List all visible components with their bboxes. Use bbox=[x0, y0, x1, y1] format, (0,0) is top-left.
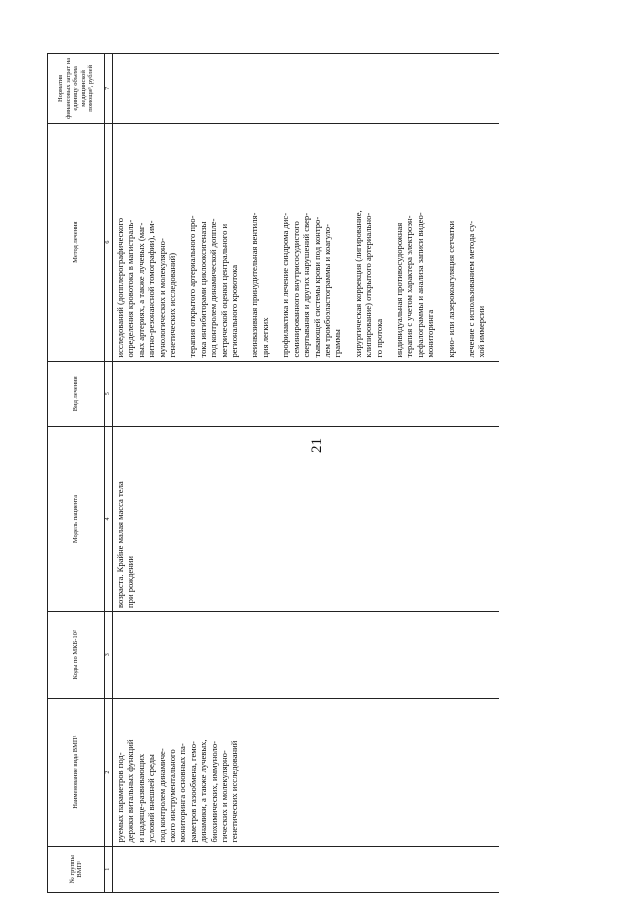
text-line: хой иммерсии bbox=[476, 305, 487, 358]
cell-treatment-type bbox=[113, 361, 499, 427]
text-line: биохимических, иммуноло- bbox=[208, 740, 219, 843]
table-row bbox=[113, 54, 499, 893]
cell-icd-codes bbox=[113, 611, 499, 698]
text-line: тока ингибиторами циклооксигеназы bbox=[197, 221, 208, 358]
text-line: свертывания и других нарушений свер- bbox=[301, 212, 312, 358]
column-number: 1 bbox=[105, 846, 113, 892]
cell-group-number bbox=[113, 846, 499, 892]
text-line: терапия с учетом характера электроэн- bbox=[404, 215, 415, 358]
header-vmp-name: Наименование вида ВМП¹ bbox=[48, 698, 105, 846]
text-line: лечение с использованием метода су- bbox=[465, 220, 476, 358]
column-number: 3 bbox=[105, 611, 113, 698]
method-item bbox=[280, 127, 342, 358]
text-line: терапия открытого артериального про- bbox=[187, 215, 198, 358]
text-line: тывающей системы крови под контро- bbox=[311, 216, 322, 358]
text-line: под контролем динамиче- bbox=[156, 748, 167, 843]
cell-treatment-method bbox=[113, 123, 499, 361]
header-treatment-type: Вид лечения bbox=[48, 361, 105, 427]
method-item bbox=[249, 127, 270, 358]
header-financial-norm: Норматив финансовых затрат на единицу объема медицинской помощи³, рублей bbox=[48, 54, 105, 124]
text-line: под контролем динамической доппле- bbox=[208, 218, 219, 358]
text-line: мониторинга основных па- bbox=[177, 743, 188, 843]
method-item bbox=[394, 127, 436, 358]
text-line: раметров газообмена, гемо- bbox=[187, 741, 198, 843]
method-item bbox=[353, 127, 384, 358]
method-item bbox=[115, 127, 177, 358]
text-line: гических и молекулярно- bbox=[219, 750, 230, 843]
header-group-number: № группы ВМП¹ bbox=[48, 846, 105, 892]
text-line: крио- или лазерокоагуляция сетчатки bbox=[445, 220, 456, 358]
table-header-row bbox=[48, 54, 105, 893]
column-number: 2 bbox=[105, 698, 113, 846]
header-patient-model: Модель пациента bbox=[48, 427, 105, 612]
text-line: граммы bbox=[332, 329, 343, 358]
text-line: го протока bbox=[373, 318, 384, 358]
text-line: лем тромбоэластограммы и коагуло- bbox=[321, 224, 332, 358]
text-line: и щадяще-развивающих bbox=[135, 753, 146, 843]
text-line: мониторинга bbox=[425, 309, 436, 358]
cell-vmp-name bbox=[113, 698, 499, 846]
text-line: условий внешней среды bbox=[146, 754, 157, 843]
header-treatment-method: Метод лечения bbox=[48, 123, 105, 361]
text-line: нитно-резонансной томографии), им- bbox=[146, 220, 157, 358]
method-item bbox=[187, 127, 239, 358]
column-number-row bbox=[105, 54, 113, 893]
text-line: цефалограммы и анализа записи видео- bbox=[414, 212, 425, 358]
text-line: возраста. Крайне малая масса тела bbox=[115, 481, 125, 608]
column-number: 6 bbox=[105, 123, 113, 361]
text-line: регионального кровотока bbox=[229, 264, 240, 358]
text-line: семинированного внутрисосудистого bbox=[290, 221, 301, 358]
text-line: клипирование) открытого артериально- bbox=[363, 212, 374, 358]
method-item bbox=[466, 127, 487, 358]
text-line: руемых параметров под- bbox=[115, 752, 125, 843]
text-line: генетических исследований bbox=[229, 740, 240, 843]
header-icd-codes: Коды по МКБ-10² bbox=[48, 611, 105, 698]
text-line: при рождении bbox=[125, 556, 136, 608]
text-line: профилактика и лечение синдрома дис- bbox=[280, 212, 291, 358]
cell-financial-norm bbox=[113, 54, 499, 124]
column-number: 4 bbox=[105, 427, 113, 612]
cell-patient-model bbox=[113, 427, 499, 612]
column-number: 7 bbox=[105, 54, 113, 124]
text-line: ция легких bbox=[259, 317, 270, 358]
text-line: ных артериях, а также лучевых (маг- bbox=[135, 222, 146, 358]
text-line: исследований (допплерографического bbox=[115, 217, 125, 358]
vmp-table bbox=[47, 53, 499, 893]
rotated-table-sheet bbox=[47, 53, 592, 893]
text-line: динамики, а также лучевых, bbox=[198, 739, 209, 843]
text-line: генетических исследований) bbox=[167, 252, 178, 358]
text-line: ского инструментального bbox=[167, 749, 178, 843]
text-line: метрической оценки центрального и bbox=[218, 223, 229, 358]
text-line: индивидуальная противосудорожная bbox=[393, 222, 404, 358]
text-line: мунологических и молекулярно- bbox=[156, 238, 167, 358]
method-item bbox=[446, 127, 456, 358]
page-number: 21 bbox=[309, 438, 325, 453]
text-line: неинвазивная принудительная вентиля- bbox=[249, 212, 260, 358]
column-number: 5 bbox=[105, 361, 113, 427]
text-line: держки витальных функций bbox=[125, 739, 136, 843]
text-line: определения кровотока в магистраль- bbox=[125, 219, 136, 358]
text-line: хирургическая коррекция (лигирование, bbox=[352, 210, 363, 358]
